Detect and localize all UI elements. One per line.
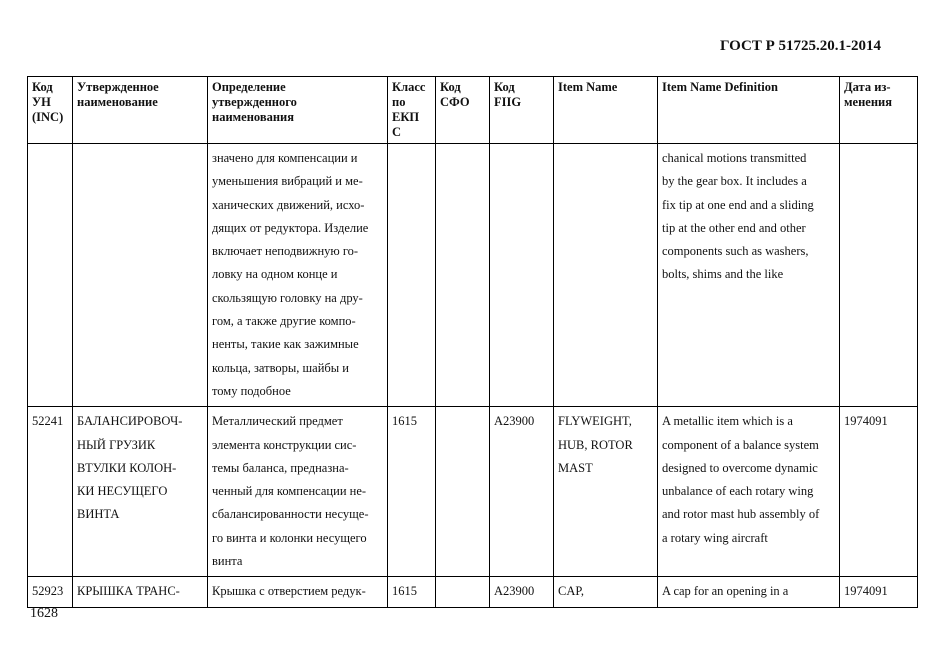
text-line: bolts, shims and the like: [662, 267, 784, 282]
page-number: 1628: [30, 606, 58, 621]
text-line: chanical motions transmitted: [662, 151, 807, 165]
col-header-item-name: [554, 77, 658, 144]
text-line: Определение: [212, 80, 286, 94]
text-line: fix tip at one end and a sliding: [662, 197, 814, 212]
text-line: уменьшения вибраций и ме-: [212, 174, 363, 189]
text-line: тому подобное: [212, 383, 291, 398]
col-header-inc: [28, 77, 73, 144]
cell-approved-name: [73, 144, 208, 407]
text-line: Код: [32, 80, 53, 94]
text-line: Item Name: [558, 80, 618, 94]
text-line: скользящую головку на дру-: [212, 290, 363, 305]
text-line: MAST: [558, 460, 593, 475]
text-line: включает неподвижную го-: [212, 244, 359, 259]
cell-item-name-definition: [658, 407, 840, 577]
table-row: [28, 144, 918, 407]
cell-item-name: [554, 407, 658, 577]
text-line: значено для компенсации и: [212, 151, 358, 165]
text-line: КИ НЕСУЩЕГО: [77, 484, 168, 499]
cell-class: 1615: [388, 407, 436, 577]
cell-sfo: [436, 144, 490, 407]
text-line: Код: [494, 80, 515, 94]
text-line: FLYWEIGHT,: [558, 414, 632, 429]
text-line: дящих от редуктора. Изделие: [212, 220, 369, 235]
text-line: ВТУЛКИ КОЛОН-: [77, 460, 177, 475]
table-header-row: [28, 77, 918, 144]
table-row: [28, 407, 918, 577]
text-line: гом, а также другие компо-: [212, 314, 356, 329]
text-line: сбалансированности несуще-: [212, 507, 369, 522]
text-line: components such as washers,: [662, 244, 809, 259]
cell-change-date: [840, 144, 918, 407]
cell-code: [28, 144, 73, 407]
cell-class: 1615: [388, 577, 436, 607]
text-line: CAP,: [558, 584, 585, 599]
cell-item-name-definition: [658, 144, 840, 407]
text-line: темы баланса, предназна-: [212, 460, 349, 475]
col-header-fiig: [490, 77, 554, 144]
cell-change-date: 1974091: [840, 577, 918, 607]
text-line: ненты, такие как зажимные: [212, 337, 359, 352]
col-header-class: [388, 77, 436, 144]
text-line: наименование: [77, 95, 158, 109]
text-line: Класс: [392, 80, 426, 94]
cell-definition: [208, 407, 388, 577]
text-line: and rotor mast hub assembly of: [662, 507, 820, 522]
cell-sfo: [436, 577, 490, 607]
text-line: Дата из-: [844, 80, 891, 94]
col-header-approved-name: [73, 77, 208, 144]
cell-code: 52241: [28, 407, 73, 577]
cell-code: 52923: [28, 577, 73, 607]
cell-item-name: [554, 577, 658, 607]
text-line: component of a balance system: [662, 437, 819, 452]
text-line: tip at the other end and other: [662, 220, 806, 235]
cell-fiig: [490, 144, 554, 407]
text-line: КРЫШКА ТРАНС-: [77, 584, 180, 599]
text-line: HUB, ROTOR: [558, 437, 633, 452]
text-line: designed to overcome dynamic: [662, 460, 818, 475]
text-line: by the gear box. It includes a: [662, 174, 807, 189]
col-header-sfo: [436, 77, 490, 144]
cell-approved-name: [73, 407, 208, 577]
text-line: утвержденного: [212, 95, 297, 109]
text-line: FIIG: [494, 95, 522, 109]
text-line: Код: [440, 80, 461, 94]
text-line: Крышка с отверстием редук-: [212, 584, 366, 599]
text-line: наименования: [212, 110, 295, 124]
col-header-definition: [208, 77, 388, 144]
cell-sfo: [436, 407, 490, 577]
text-line: A metallic item which is a: [662, 414, 793, 429]
text-line: УН: [32, 95, 51, 109]
text-line: unbalance of each rotary wing: [662, 484, 814, 499]
document-header: ГОСТ Р 51725.20.1-2014: [720, 38, 882, 54]
text-line: БАЛАНСИРОВОЧ-: [77, 414, 183, 429]
text-line: Утвержденное: [77, 80, 159, 94]
col-header-item-name-definition: [658, 77, 840, 144]
text-line: менения: [844, 95, 892, 109]
text-line: го винта и колонки несущего: [212, 530, 367, 545]
cell-fiig: A23900: [490, 577, 554, 607]
text-line: a rotary wing aircraft: [662, 530, 768, 545]
text-line: ловку на одном конце и: [212, 267, 338, 282]
text-line: НЫЙ ГРУЗИК: [77, 437, 156, 452]
text-line: С: [392, 125, 402, 139]
cell-item-name: [554, 144, 658, 407]
table-row: [28, 577, 918, 607]
cell-approved-name: [73, 577, 208, 607]
text-line: A cap for an opening in a: [662, 584, 789, 599]
text-line: кольца, затворы, шайбы и: [212, 360, 349, 375]
cell-fiig: A23900: [490, 407, 554, 577]
text-line: винта: [212, 554, 243, 569]
text-line: ханических движений, исхо-: [212, 197, 365, 212]
cell-change-date: 1974091: [840, 407, 918, 577]
cell-item-name-definition: [658, 577, 840, 607]
text-line: (INC): [32, 110, 64, 124]
text-line: ченный для компенсации не-: [212, 484, 367, 499]
col-header-change-date: [840, 77, 918, 144]
cell-class: [388, 144, 436, 407]
text-line: Item Name Definition: [662, 80, 778, 94]
text-line: ВИНТА: [77, 507, 120, 522]
text-line: СФО: [440, 95, 470, 109]
classification-table: [27, 76, 918, 608]
text-line: ЕКП: [392, 110, 420, 124]
text-line: по: [392, 95, 406, 109]
text-line: Металлический предмет: [212, 414, 343, 429]
text-line: элемента конструкции сис-: [212, 437, 357, 452]
cell-definition: [208, 577, 388, 607]
cell-definition: [208, 144, 388, 407]
